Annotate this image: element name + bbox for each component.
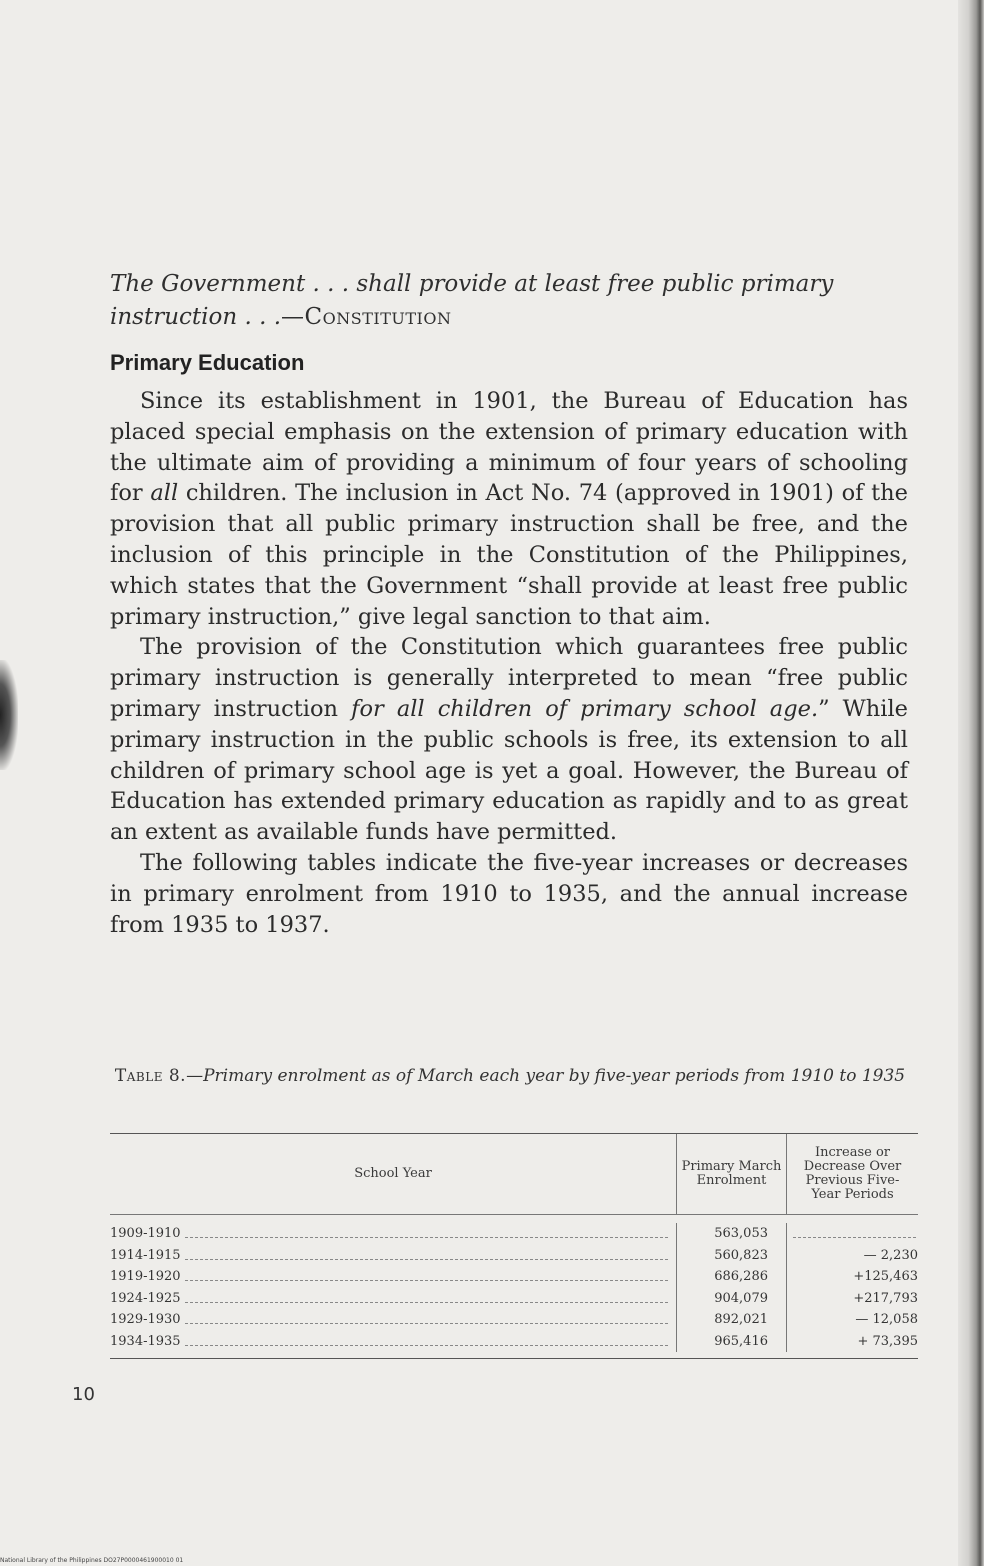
- dot-leader: [110, 1323, 668, 1324]
- column-school-year: [110, 1223, 676, 1352]
- school-year-label: 1919-1920: [110, 1269, 181, 1284]
- binding-shadow: [0, 660, 18, 770]
- table-cell-year: [110, 1223, 676, 1245]
- italic-text: all: [150, 480, 179, 507]
- dot-leader: [793, 1237, 916, 1238]
- table-cell-change: [787, 1223, 918, 1245]
- header-school-year: School Year: [354, 1166, 432, 1181]
- table-header: [110, 1134, 918, 1215]
- italic-text: for all children of primary school age.: [351, 695, 819, 722]
- epigraph-quote: The Government . . . shall provide at least free public primary instruction . . .: [110, 271, 834, 330]
- school-year-label: 1924-1925: [110, 1290, 181, 1306]
- table-body: [110, 1215, 918, 1358]
- table-cell-change: +125,463: [853, 1269, 918, 1284]
- table-cell-enrolment: 560,823: [714, 1247, 768, 1263]
- table-caption-text: —Primary enrolment as of March each year by five-year periods from 1910 to 1935: [186, 1066, 906, 1086]
- paragraph: [110, 848, 908, 940]
- table-cell-year: [110, 1266, 676, 1288]
- section-heading: Primary Education: [110, 350, 305, 375]
- table-cell-enrolment: 904,079: [714, 1290, 768, 1306]
- enrolment-table: [110, 1133, 918, 1359]
- body-text: [110, 386, 908, 940]
- table-cell-change: — 2,230: [863, 1247, 918, 1263]
- table-cell-change: +217,793: [853, 1290, 918, 1306]
- table-cell-year: [110, 1331, 676, 1353]
- table-cell-enrolment: 965,416: [714, 1333, 768, 1349]
- paragraph: [110, 632, 908, 848]
- page-number: 10: [72, 1384, 95, 1405]
- paragraph-text: children. The inclusion in Act No. 74 (approved in 1901) of the provision that all public primary instruction shall be free, and the inclusion of this principle in the Constitution of the Philippines, which states that the Government “shall provide at least free public primary instruction,” give legal sanction to that aim.: [110, 480, 908, 630]
- footer-note: National Library of the Philippines DO27P0000461900010 01: [0, 1557, 184, 1564]
- page-edge-shadow: [958, 0, 984, 1566]
- table-caption: [110, 1064, 910, 1088]
- column-change: [786, 1223, 918, 1352]
- epigraph-source: —Constitution: [281, 304, 452, 330]
- paragraph-text: The provision of the Constitution which guarantees free public primary instruction is generally interpreted to mean “free public primary instruction: [110, 634, 908, 722]
- dot-leader: [110, 1345, 668, 1346]
- school-year-label: 1914-1915: [110, 1247, 181, 1263]
- table-cell-year: [110, 1309, 676, 1331]
- paragraph-text: Since its establishment in 1901, the Bureau of Education has placed special emphasis on the extension of primary education with the ultimate aim of providing a minimum of four years of schooling for: [110, 388, 908, 507]
- school-year-label: 1929-1930: [110, 1312, 181, 1327]
- school-year-label: 1934-1935: [110, 1333, 181, 1349]
- paragraph-text: The following tables indicate the five-year increases or decreases in primary enrolment from 1910 to 1935, and the annual increase from 1935 to 1937.: [110, 849, 908, 938]
- dot-leader: [110, 1302, 668, 1303]
- table-cell-enrolment: 686,286: [714, 1269, 768, 1284]
- header-change: Increase or Decrease Over Previous Five-Year Periods: [786, 1134, 918, 1214]
- paragraph: [110, 386, 908, 632]
- epigraph: [110, 268, 910, 334]
- table-cell-year: [110, 1288, 676, 1310]
- table-cell-change: — 12,058: [855, 1312, 918, 1327]
- dot-leader: [110, 1259, 668, 1260]
- header-enrolment: Primary March Enrolment: [676, 1134, 786, 1214]
- paragraph-text: ” While primary instruction in the public schools is free, its extension to all children of primary school age is yet a goal. However, the Bureau of Education has extended primary education as rapidly and to as great an extent as available funds have permitted.: [110, 695, 908, 846]
- table-cell-enrolment: 892,021: [714, 1312, 768, 1327]
- table-cell-year: [110, 1245, 676, 1267]
- dot-leader: [110, 1237, 668, 1238]
- table-cell-change: + 73,395: [857, 1333, 918, 1349]
- school-year-label: 1909-1910: [110, 1226, 181, 1241]
- table-caption-lead: Table 8.: [114, 1066, 187, 1086]
- column-enrolment: [676, 1223, 786, 1352]
- table-cell-enrolment: 563,053: [714, 1226, 768, 1241]
- dot-leader: [110, 1280, 668, 1281]
